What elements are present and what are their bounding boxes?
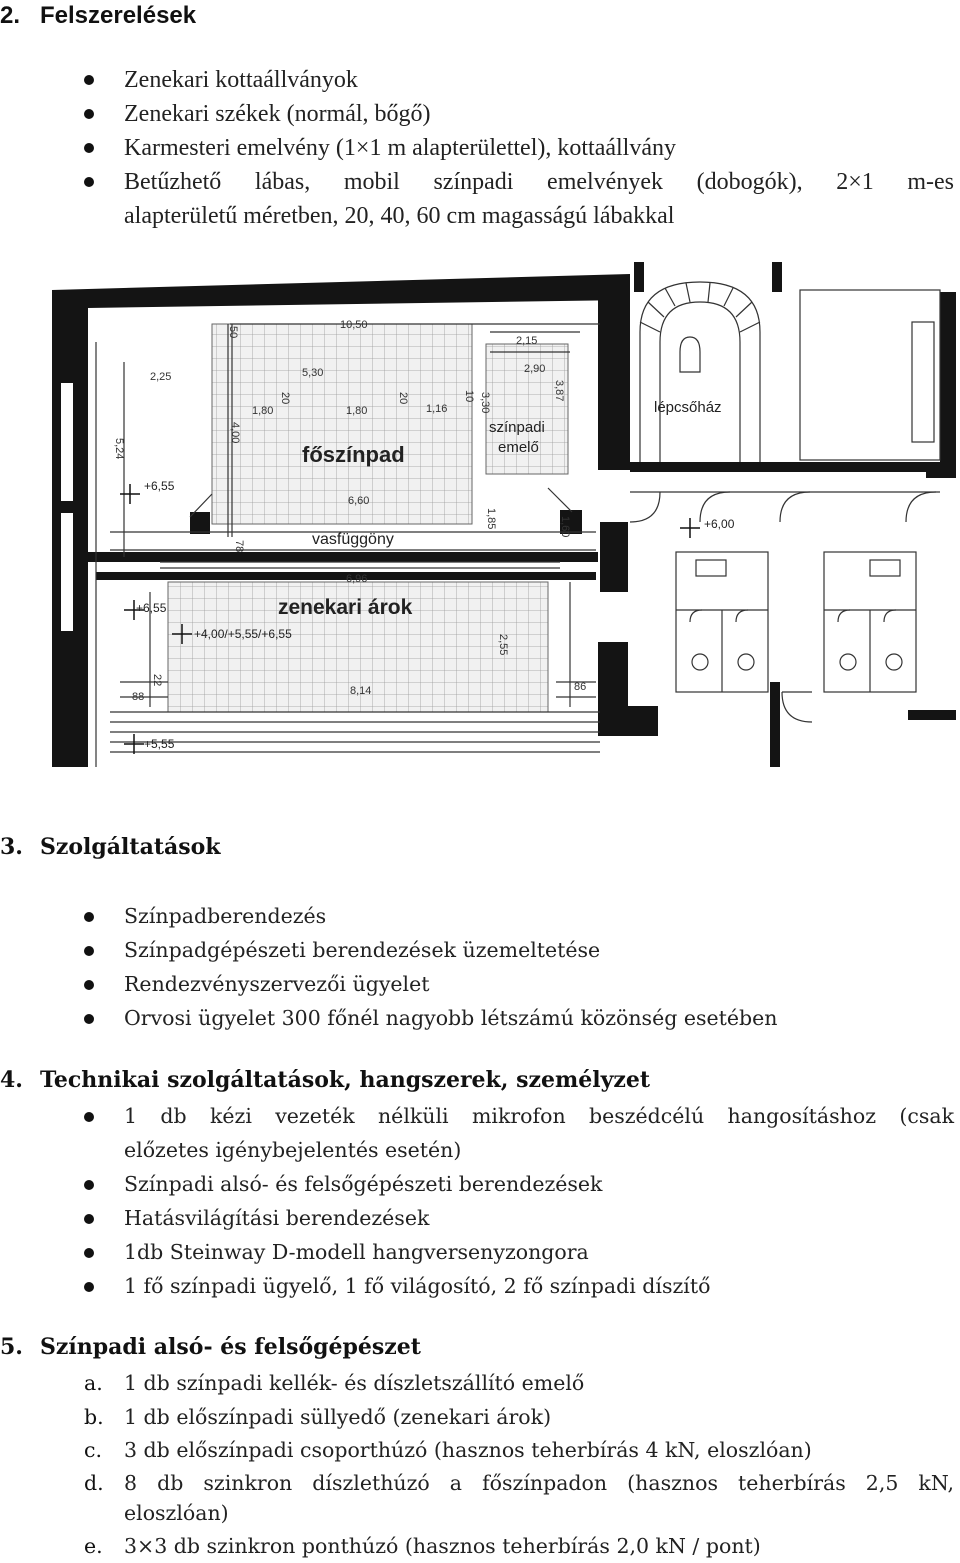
dim-label: 5,30 — [302, 367, 324, 379]
dim-label: 4,00 — [229, 422, 241, 444]
level-label: +5,55 — [144, 737, 175, 751]
level-label: +6,55 — [144, 479, 175, 493]
level-label: +6,00 — [704, 517, 735, 531]
bullet — [84, 1214, 94, 1224]
dim-label: 20 — [279, 392, 291, 405]
floor-plan — [0, 262, 956, 767]
dim-label: 2,90 — [524, 363, 546, 375]
dim-label: 3,87 — [553, 380, 565, 402]
dim-label: 88 — [132, 691, 145, 703]
dim-label: 5,24 — [113, 438, 125, 460]
bullet — [84, 75, 94, 85]
section-2-title: Felszerelések — [40, 2, 197, 29]
label-iron-curtain: vasfüggöny — [312, 531, 394, 548]
dim-label: 1,80 — [252, 405, 274, 417]
level-label: +6,55 — [136, 601, 167, 615]
section-3-title: Szolgáltatások — [40, 834, 221, 860]
main-stage-area — [212, 324, 472, 524]
dim-label: 1,16 — [426, 403, 448, 415]
section-5-title: Színpadi alsó- és felsőgépészet — [40, 1334, 421, 1360]
label-orchestra-pit: zenekari árok — [278, 596, 413, 619]
dim-label: 78 — [233, 540, 245, 553]
bullet — [84, 109, 94, 119]
dim-label: 6,60 — [348, 495, 370, 507]
list-item: 3 db előszínpadi csoporthúzó (hasznos teherbírás 4 kN, eloszlóan) — [124, 1438, 812, 1462]
label-stage-lift: színpadi — [489, 419, 545, 436]
list-item: Betűzhető lábas, mobil színpadi emelvények (dobogók), 2×1 m-es — [124, 169, 954, 195]
bullet — [84, 980, 94, 990]
dim-label: 20 — [397, 392, 409, 405]
dim-label: 2,25 — [150, 371, 172, 383]
dim-label: 6,96 — [346, 573, 368, 585]
list-item: 1 fő színpadi ügyelő, 1 fő világosító, 2 fő színpadi díszítő — [124, 1274, 711, 1298]
dim-label: 1,80 — [346, 405, 368, 417]
list-letter: e. — [84, 1534, 103, 1558]
list-item: Zenekari kottaállványok — [124, 67, 358, 93]
label-main-stage: főszínpad — [302, 442, 405, 467]
list-letter: b. — [84, 1405, 104, 1429]
section-4-title: Technikai szolgáltatások, hangszerek, személyzet — [40, 1067, 651, 1093]
dim-label: 86 — [574, 681, 587, 693]
section-3-number: 3. — [0, 834, 23, 860]
dim-label: 3,30 — [479, 392, 491, 414]
list-item-continuation: előzetes igénybejelentés esetén) — [124, 1138, 462, 1162]
dim-label: 1,85 — [485, 508, 497, 530]
list-item: Orvosi ügyelet 300 főnél nagyobb létszámú közönség esetében — [124, 1006, 778, 1030]
list-item-continuation: alapterületű méretben, 20, 40, 60 cm magasságú lábakkal — [124, 203, 675, 229]
bullet — [84, 1248, 94, 1258]
bullet — [84, 1112, 94, 1122]
dim-label: 50 — [227, 326, 239, 339]
list-item: Rendezvényszervezői ügyelet — [124, 972, 430, 996]
dim-label: 2,15 — [516, 335, 538, 347]
section-4-number: 4. — [0, 1067, 23, 1093]
list-letter: d. — [84, 1471, 104, 1495]
list-item: 1 db előszínpadi süllyedő (zenekari árok) — [124, 1405, 552, 1429]
dim-label: 22 — [151, 674, 163, 687]
list-item-continuation: eloszlóan) — [124, 1501, 229, 1525]
list-item: 1 db színpadi kellék- és díszletszállító emelő — [124, 1371, 585, 1395]
list-item: Zenekari székek (normál, bőgő) — [124, 101, 431, 127]
list-item: Karmesteri emelvény (1×1 m alapterülettel), kottaállvány — [124, 135, 676, 161]
list-item: 1 db kézi vezeték nélküli mikrofon beszédcélú hangosításhoz (csak — [124, 1104, 954, 1128]
list-item: Színpadi alsó- és felsőgépészeti berendezések — [124, 1172, 603, 1196]
list-item: Színpadberendezés — [124, 904, 327, 928]
dim-label: 2,55 — [497, 634, 509, 656]
bullet — [84, 1282, 94, 1292]
bullet — [84, 1014, 94, 1024]
section-5-number: 5. — [0, 1334, 23, 1360]
list-item: 8 db szinkron díszlethúzó a főszínpadon (hasznos teherbírás 2,5 kN, — [124, 1471, 954, 1495]
dim-label: 1,60 — [559, 516, 571, 538]
dim-label: 10,50 — [340, 319, 368, 331]
dim-label: 10 — [463, 390, 475, 403]
list-letter: a. — [84, 1371, 103, 1395]
bullet — [84, 143, 94, 153]
list-item: 1db Steinway D-modell hangversenyzongora — [124, 1240, 589, 1264]
bullet — [84, 1180, 94, 1190]
list-item: 3×3 db szinkron ponthúzó (hasznos teherbírás 2,0 kN / pont) — [124, 1534, 761, 1558]
label-stage-lift-2: emelő — [498, 439, 539, 456]
bullet — [84, 946, 94, 956]
level-label: +4,00/+5,55/+6,55 — [194, 627, 292, 641]
list-item: Színpadgépészeti berendezések üzemeltetése — [124, 938, 601, 962]
bullet — [84, 177, 94, 187]
list-item: Hatásvilágítási berendezések — [124, 1206, 430, 1230]
dim-label: 8,14 — [350, 685, 372, 697]
section-2-number: 2. — [0, 2, 21, 29]
label-stairwell: lépcsőház — [654, 399, 722, 416]
bullet — [84, 912, 94, 922]
list-letter: c. — [84, 1438, 102, 1462]
